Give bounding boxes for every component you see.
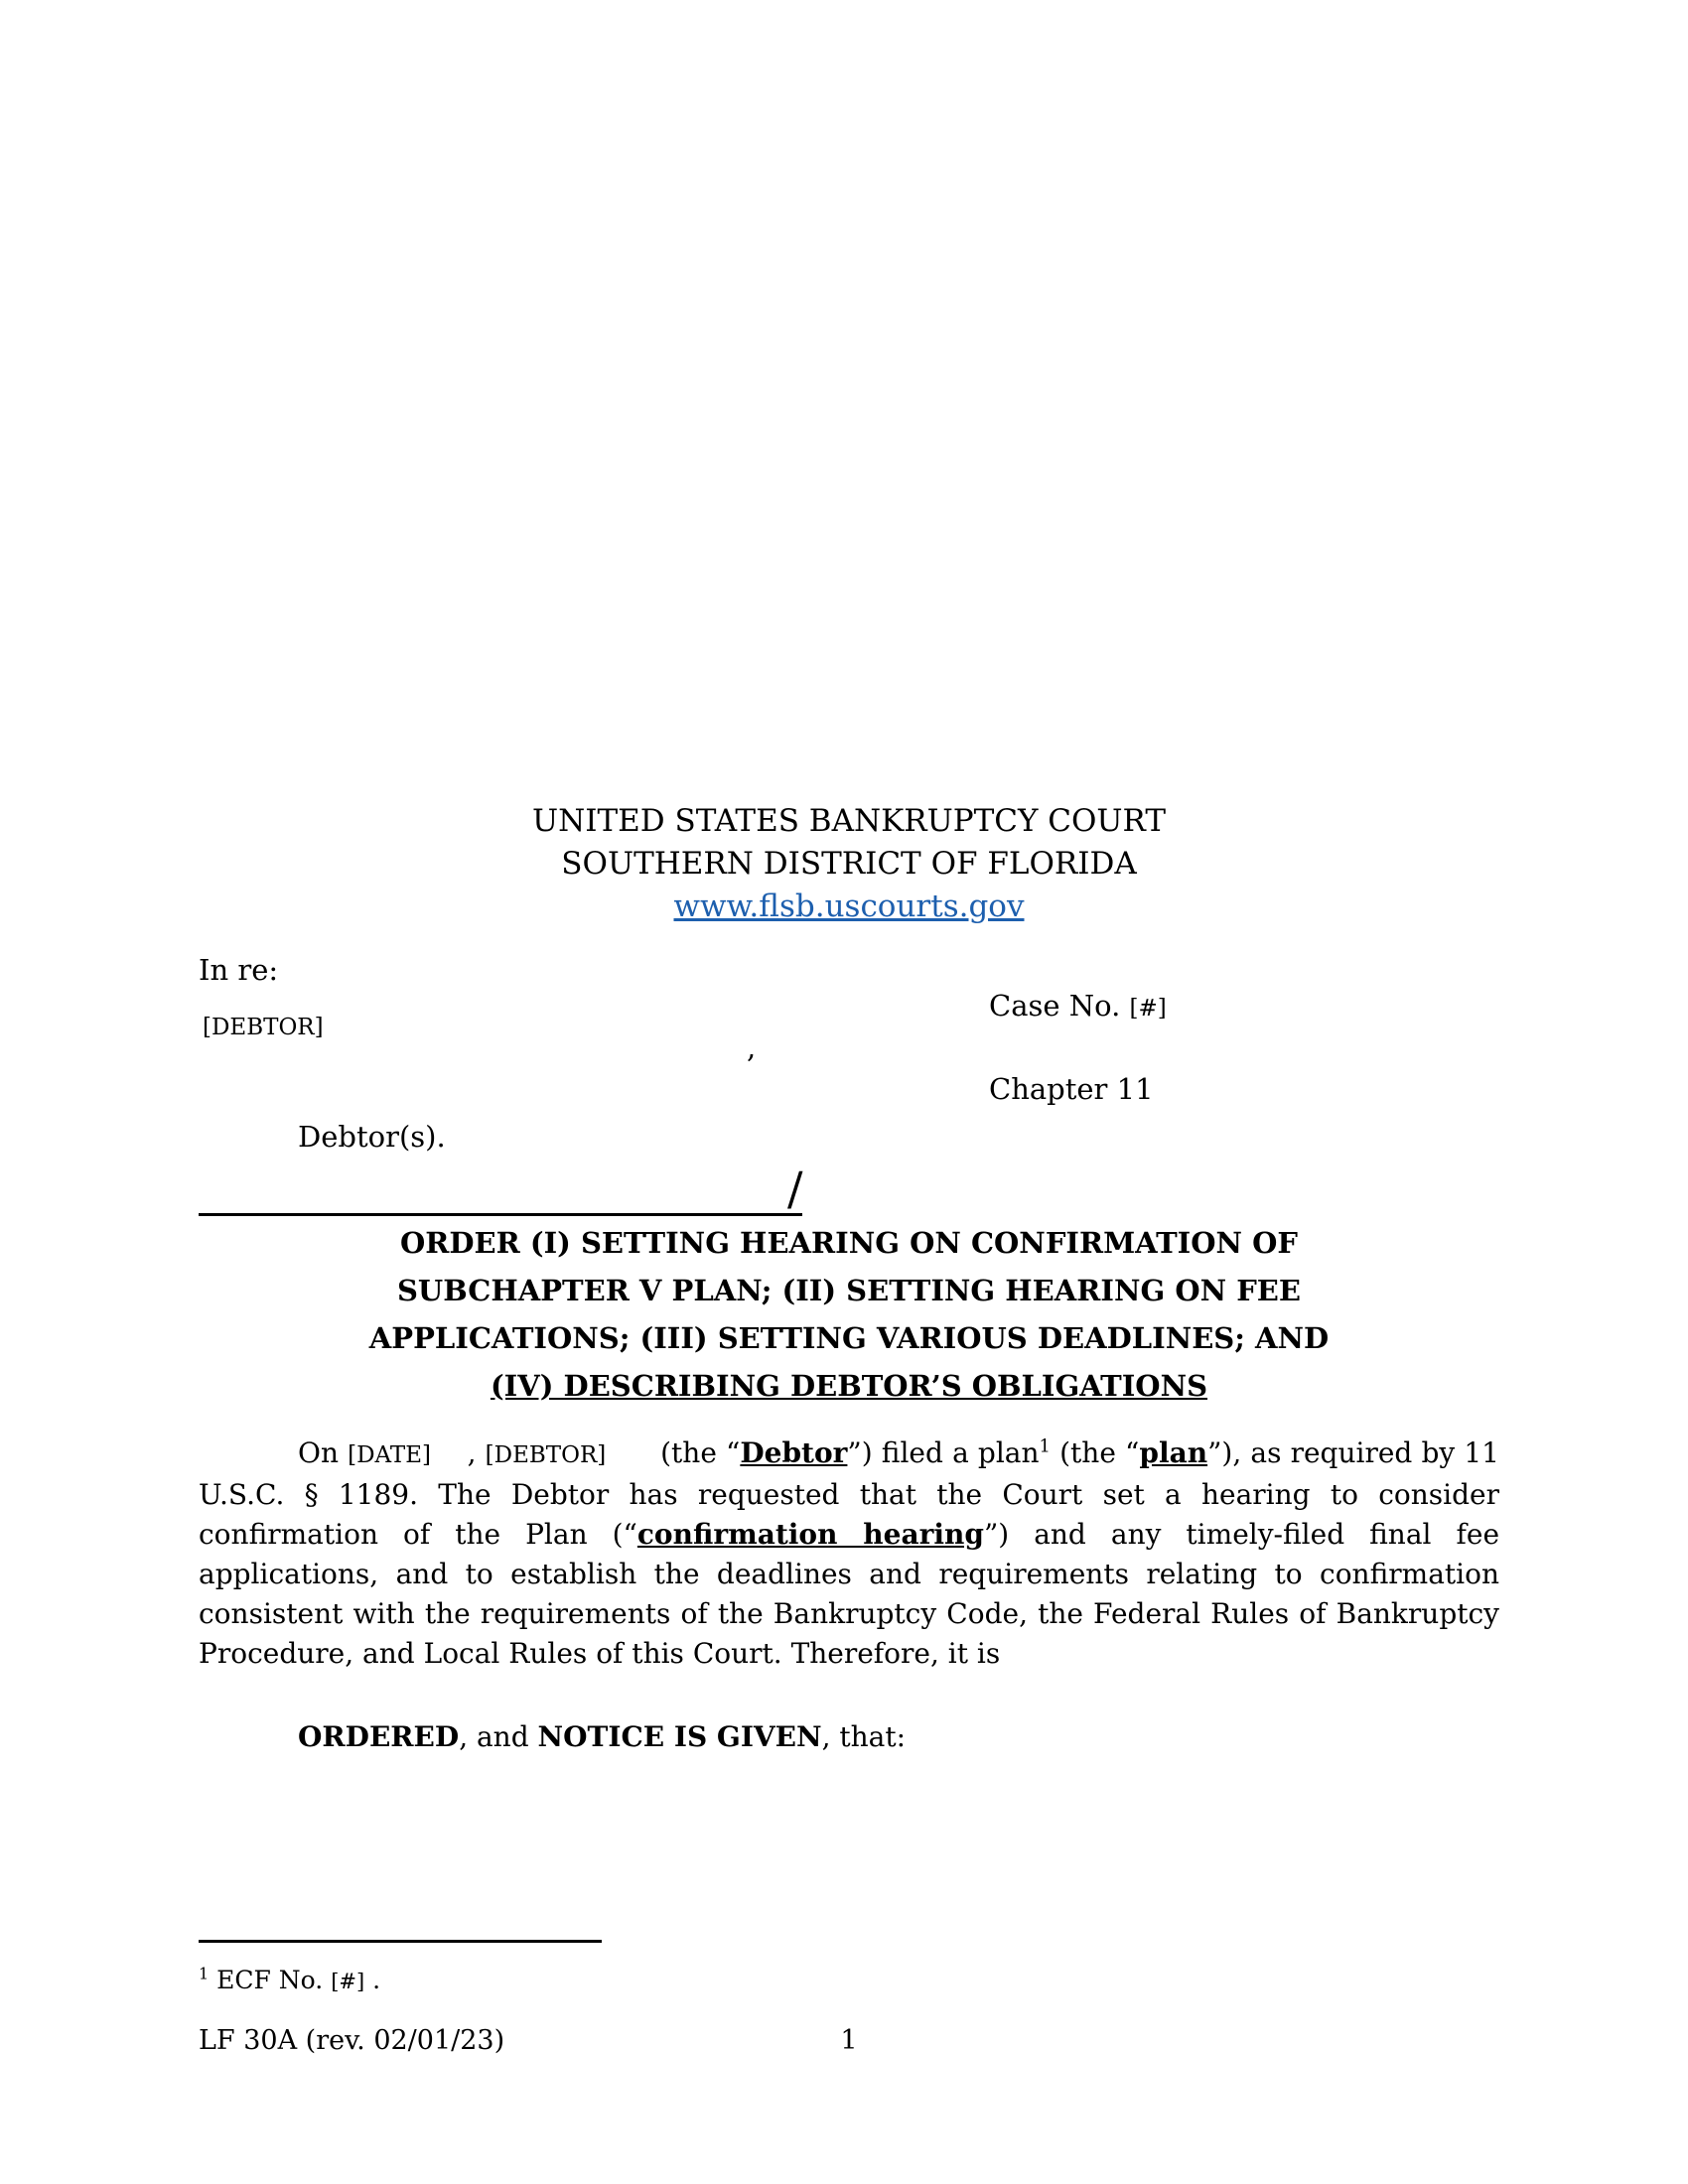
text-segment: (the “ <box>1050 1436 1140 1469</box>
caption-divider-slash: / <box>787 1161 803 1215</box>
in-re-label: In re: <box>199 953 279 987</box>
order-title-line-4: (IV) DESCRIBING DEBTOR’S OBLIGATIONS <box>490 1369 1208 1403</box>
text-segment: plan <box>1139 1436 1208 1469</box>
text-segment: 1 <box>199 1964 210 1983</box>
order-title <box>199 1219 1499 1410</box>
text-segment: Debtor <box>740 1436 848 1469</box>
text-segment: [DATE] <box>348 1442 432 1468</box>
debtor-name-placeholder: [DEBTOR] <box>203 1015 324 1040</box>
court-district-line: SOUTHERN DISTRICT OF FLORIDA <box>561 846 1137 882</box>
text-segment: , <box>431 1436 486 1469</box>
footnote-separator-rule <box>199 1940 602 1943</box>
court-header <box>199 800 1499 928</box>
text-segment: On <box>298 1436 349 1469</box>
court-name-line: UNITED STATES BANKRUPTCY COURT <box>531 803 1167 839</box>
court-website-link[interactable]: www.flsb.uscourts.gov <box>673 888 1025 924</box>
text-segment: [#] <box>331 1970 365 1993</box>
order-title-line-3: APPLICATIONS; (III) SETTING VARIOUS DEADLINES; AND <box>368 1321 1330 1355</box>
text-segment: ”) filed a plan <box>847 1436 1040 1469</box>
text-segment: Case No. <box>989 989 1130 1023</box>
text-segment: , and <box>459 1720 538 1753</box>
text-segment: NOTICE IS GIVEN <box>537 1720 822 1753</box>
footnote-text <box>199 1964 1499 1998</box>
text-segment: confirmation hearing <box>636 1518 984 1551</box>
case-number-line <box>989 989 1167 1023</box>
text-segment: . <box>364 1966 381 1994</box>
body-paragraph <box>199 1433 1499 1674</box>
form-identifier: LF 30A (rev. 02/01/23) <box>199 2025 505 2056</box>
caption-comma: , <box>747 1030 757 1064</box>
caption-divider-line <box>199 1176 802 1216</box>
court-website-row <box>199 886 1499 928</box>
chapter-line: Chapter 11 <box>989 1072 1154 1106</box>
text-segment: [#] <box>1129 996 1167 1022</box>
ordered-paragraph <box>199 1717 1499 1757</box>
order-title-line-2: SUBCHAPTER V PLAN; (II) SETTING HEARING ON FEE <box>396 1274 1301 1307</box>
text-segment: [DEBTOR] <box>485 1442 607 1468</box>
text-segment: ECF No. <box>209 1966 332 1994</box>
text-segment: ”) and any timely-filed final fee applications, and to establish the deadlines and requirements relating to confirmation consistent with the requirements of the Bankruptcy Code, the Federal Rules of Bankruptcy Procedure, and Local Rules of this Court. Therefore, it is <box>199 1518 1500 1670</box>
page-number: 1 <box>840 2025 858 2056</box>
text-segment: , that: <box>821 1720 907 1753</box>
text-segment: ”), as required by 11 U.S.C. § 1189. The Debtor has requested that the Court set a hearing to consider confirmation of the Plan (“ <box>199 1436 1499 1551</box>
text-segment: (the “ <box>606 1436 741 1469</box>
text-segment: 1 <box>1039 1435 1051 1457</box>
text-segment: ORDERED <box>298 1720 460 1753</box>
order-title-line-1: ORDER (I) SETTING HEARING ON CONFIRMATION OF <box>400 1226 1298 1260</box>
debtors-label: Debtor(s). <box>298 1120 446 1154</box>
